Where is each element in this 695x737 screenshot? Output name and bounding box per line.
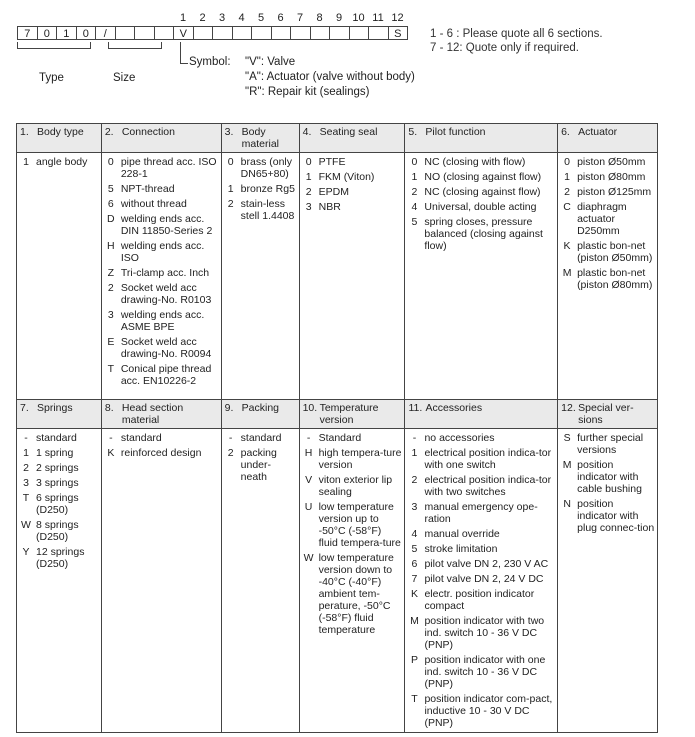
- code-box: S: [388, 26, 409, 40]
- type-label: Type: [39, 72, 64, 84]
- option-code: K: [410, 588, 418, 600]
- option-entry: [407, 216, 555, 252]
- option-entry: [560, 186, 655, 198]
- section-title: Pilot function: [425, 126, 486, 138]
- position-number: 4: [238, 12, 245, 24]
- option-description: NC (closing against flow): [424, 186, 541, 198]
- option-code: 2: [305, 186, 312, 198]
- option-entry: [19, 432, 99, 444]
- option-description: Tri-clamp acc. Inch: [120, 267, 210, 279]
- option-description: viton exterior lip sealing: [318, 474, 393, 498]
- option-entry: [104, 432, 219, 444]
- option-entry: [302, 156, 403, 168]
- option-code: -: [306, 432, 311, 444]
- option-entry: [19, 477, 99, 489]
- code-box: 0: [37, 26, 58, 40]
- option-description: electrical position indica-tor with two switches: [424, 474, 552, 498]
- option-entry: [224, 156, 297, 180]
- section-title: Body material: [241, 126, 280, 150]
- option-entry: [407, 201, 555, 213]
- symbol-actuator: "A": Actuator (valve without body): [245, 71, 415, 83]
- section-options: [101, 429, 221, 733]
- option-code: 0: [227, 156, 234, 168]
- option-code: 1: [564, 171, 570, 183]
- option-description: standard: [240, 432, 282, 444]
- option-entry: [560, 201, 655, 237]
- section-header: [101, 124, 221, 153]
- option-code: W: [21, 519, 31, 531]
- option-description: 6 springs (D250): [36, 492, 79, 516]
- option-entry: [407, 171, 555, 183]
- option-entry: [302, 201, 403, 213]
- section-options: [221, 429, 299, 733]
- section-options: [17, 153, 102, 419]
- option-description: electrical position indica-tor with one switch: [424, 447, 552, 471]
- option-code: 2: [564, 186, 570, 198]
- option-description: position indicator com-pact, inductive 10 - 30 V DC (PNP): [424, 693, 553, 729]
- section-title: Springs: [37, 402, 73, 414]
- option-entry: [407, 474, 555, 498]
- section-options: [405, 429, 558, 733]
- section-title: Seating seal: [319, 126, 378, 138]
- code-box: [232, 26, 253, 40]
- option-description: high tempera-ture version: [318, 447, 402, 471]
- option-entry: [19, 447, 99, 459]
- section-options: [299, 429, 405, 733]
- option-description: manual override: [424, 528, 500, 540]
- option-description: spring closes, pressure balanced (closing against flow): [424, 216, 543, 252]
- option-code: H: [107, 240, 115, 252]
- section-number: 5.: [408, 126, 418, 138]
- option-code: T: [107, 363, 115, 375]
- note-quote-optional: 7 - 12: Quote only if required.: [430, 42, 579, 54]
- option-entry: [224, 447, 297, 483]
- code-box: 0: [76, 26, 97, 40]
- code-box: [349, 26, 370, 40]
- option-description: 1 spring: [36, 447, 74, 459]
- option-code: 1: [23, 447, 29, 459]
- section-options: [558, 153, 658, 419]
- option-description: no accessories: [424, 432, 495, 444]
- position-number: 8: [316, 12, 323, 24]
- section-header: [101, 400, 221, 429]
- option-description: low temperature version up to -50°C (-58°F) fluid tempera-ture: [318, 501, 401, 549]
- option-code: 0: [107, 156, 114, 168]
- section-number: 11.: [408, 402, 423, 414]
- option-code: -: [228, 432, 233, 444]
- symbol-connector-h: [180, 63, 188, 64]
- option-description: position indicator with two ind. switch 10 - 36 V DC (PNP): [424, 615, 545, 651]
- option-description: welding ends acc. ISO: [120, 240, 205, 264]
- option-entry: [104, 447, 219, 459]
- option-entry: [104, 309, 219, 333]
- section-options: [299, 153, 405, 419]
- option-code: Z: [107, 267, 115, 279]
- position-number: 12: [391, 12, 404, 24]
- section-number: 4.: [302, 126, 312, 138]
- position-number: 7: [296, 12, 304, 24]
- option-entry: [560, 171, 655, 183]
- option-entry: [104, 213, 219, 237]
- option-code: H: [304, 447, 313, 459]
- position-number: 6: [277, 12, 284, 24]
- section-header: [405, 124, 558, 153]
- section-header: [17, 400, 102, 429]
- option-code: 2: [107, 282, 114, 294]
- code-box: [310, 26, 331, 40]
- option-entry: [407, 558, 555, 570]
- option-entry: [407, 432, 555, 444]
- option-code: D: [107, 213, 115, 225]
- section-title: Special ver-sions: [578, 402, 634, 426]
- position-number: 5: [257, 12, 265, 24]
- option-code: 3: [23, 477, 29, 489]
- option-entry: [560, 498, 655, 534]
- option-entry: [560, 156, 655, 168]
- option-description: diaphragm actuator D250mm: [577, 201, 627, 237]
- option-entry: [560, 240, 655, 264]
- option-entry: [302, 432, 403, 444]
- option-code: 0: [564, 156, 570, 168]
- option-description: stain-less stell 1.4408: [240, 198, 295, 222]
- option-code: C: [563, 201, 571, 213]
- option-entry: [407, 156, 555, 168]
- code-box: V: [173, 26, 194, 40]
- option-entry: [407, 654, 555, 690]
- option-entry: [407, 588, 555, 612]
- option-description: standard: [120, 432, 162, 444]
- option-code: 6: [107, 198, 114, 210]
- position-number: 9: [335, 12, 343, 24]
- option-code: Y: [22, 546, 30, 558]
- option-description: NO (closing against flow): [424, 171, 542, 183]
- option-entry: [104, 183, 219, 195]
- section-header: [221, 124, 299, 153]
- spec-table-sections-7-12: [16, 399, 658, 733]
- symbol-repair-kit: "R": Repair kit (sealings): [245, 86, 370, 98]
- section-title: Body type: [37, 126, 84, 138]
- size-bracket: [108, 42, 162, 49]
- option-description: Socket weld acc drawing-No. R0094: [120, 336, 212, 360]
- option-code: -: [412, 432, 417, 444]
- option-entry: [19, 519, 99, 543]
- option-code: 1: [411, 171, 418, 183]
- section-options: [558, 429, 658, 733]
- option-description: pipe thread acc. ISO 228-1: [120, 156, 217, 180]
- option-entry: [104, 156, 219, 180]
- section-number: 10.: [302, 402, 318, 414]
- option-description: angle body: [36, 156, 88, 168]
- option-description: 3 springs: [36, 477, 79, 489]
- option-description: EPDM: [318, 186, 349, 198]
- option-entry: [19, 156, 99, 168]
- option-entry: [407, 501, 555, 525]
- option-description: manual emergency ope-ration: [424, 501, 538, 525]
- option-entry: [104, 336, 219, 360]
- option-description: Conical pipe thread acc. EN10226-2: [120, 363, 212, 387]
- option-description: FKM (Viton): [318, 171, 375, 183]
- option-entry: [104, 282, 219, 306]
- section-options: [405, 153, 558, 419]
- option-entry: [302, 552, 403, 636]
- option-entry: [19, 546, 99, 570]
- option-description: plastic bon-net (piston Ø80mm): [577, 267, 653, 291]
- option-code: T: [22, 492, 30, 504]
- option-code: K: [563, 240, 571, 252]
- option-description: welding ends acc. ASME BPE: [120, 309, 205, 333]
- section-header: [299, 124, 405, 153]
- option-code: 0: [305, 156, 312, 168]
- option-description: 2 springs: [36, 462, 79, 474]
- section-number: 1.: [20, 126, 29, 138]
- option-description: Socket weld acc drawing-No. R0103: [120, 282, 212, 306]
- section-number: 2.: [104, 126, 114, 138]
- option-description: piston Ø80mm: [577, 171, 646, 183]
- option-description: position indicator with cable bushing: [577, 459, 642, 495]
- option-code: M: [562, 267, 572, 279]
- option-description: NBR: [318, 201, 341, 213]
- section-number: 8.: [104, 402, 114, 414]
- option-code: U: [304, 501, 313, 513]
- option-description: 12 springs (D250): [36, 546, 85, 570]
- section-header: [17, 124, 102, 153]
- option-entry: [560, 432, 655, 456]
- section-title: Actuator: [578, 126, 618, 138]
- option-description: Standard: [318, 432, 362, 444]
- option-description: welding ends acc. DIN 11850-Series 2: [120, 213, 213, 237]
- option-description: position indicator with one ind. switch 10 - 36 V DC (PNP): [424, 654, 546, 690]
- option-description: piston Ø125mm: [577, 186, 652, 198]
- position-number: 10: [352, 12, 365, 24]
- option-entry: [302, 474, 403, 498]
- option-entry: [19, 462, 99, 474]
- code-box: [271, 26, 292, 40]
- option-description: reinforced design: [120, 447, 202, 459]
- option-entry: [224, 183, 297, 195]
- option-entry: [407, 573, 555, 585]
- option-entry: [104, 240, 219, 264]
- option-code: 2: [411, 186, 418, 198]
- option-description: electr. position indicator compact: [424, 588, 535, 612]
- symbol-connector: [180, 42, 182, 64]
- option-code: -: [24, 432, 28, 444]
- section-title: Head section material: [121, 402, 184, 426]
- option-entry: [407, 447, 555, 471]
- option-entry: [407, 615, 555, 651]
- section-header: [299, 400, 405, 429]
- option-entry: [302, 447, 403, 471]
- option-code: N: [563, 498, 571, 510]
- option-entry: [407, 186, 555, 198]
- option-code: M: [410, 615, 419, 627]
- option-code: V: [305, 474, 313, 486]
- option-code: 1: [227, 183, 234, 195]
- option-entry: [302, 171, 403, 183]
- code-box: [212, 26, 233, 40]
- section-title: Connection: [121, 126, 175, 138]
- option-code: 3: [411, 501, 418, 513]
- type-bracket: [17, 42, 91, 49]
- option-description: piston Ø50mm: [577, 156, 646, 168]
- option-entry: [302, 186, 403, 198]
- code-box: [154, 26, 175, 40]
- option-description: PTFE: [318, 156, 346, 168]
- option-description: position indicator with plug connec-tion: [577, 498, 655, 534]
- option-code: K: [107, 447, 115, 459]
- option-entry: [104, 267, 219, 279]
- section-options: [17, 429, 102, 733]
- code-box: [368, 26, 389, 40]
- option-entry: [407, 693, 555, 729]
- section-options: [101, 153, 221, 419]
- code-box: [193, 26, 214, 40]
- position-number: 11: [372, 12, 384, 24]
- section-number: 6.: [561, 126, 570, 138]
- code-box: [251, 26, 272, 40]
- option-code: 0: [411, 156, 418, 168]
- option-entry: [224, 198, 297, 222]
- option-code: 2: [23, 462, 29, 474]
- section-header: [558, 400, 658, 429]
- option-entry: [224, 432, 297, 444]
- size-label: Size: [113, 72, 136, 84]
- code-box: [290, 26, 311, 40]
- option-description: further special versions: [577, 432, 644, 456]
- option-code: 2: [411, 474, 418, 486]
- option-code: 5: [107, 183, 114, 195]
- option-code: 4: [411, 201, 418, 213]
- option-code: 2: [227, 198, 234, 210]
- note-quote-all: 1 - 6 : Please quote all 6 sections.: [430, 28, 603, 40]
- section-header: [558, 124, 658, 153]
- code-box: /: [95, 26, 116, 40]
- option-description: pilot valve DN 2, 24 V DC: [424, 573, 544, 585]
- symbol-label: Symbol:: [189, 56, 231, 68]
- option-description: NPT-thread: [120, 183, 175, 195]
- option-code: 3: [305, 201, 312, 213]
- option-description: packing under-neath: [240, 447, 277, 483]
- section-title: Accessories: [425, 402, 483, 414]
- code-box: 1: [56, 26, 77, 40]
- section-number: 3.: [224, 126, 234, 138]
- option-code: S: [563, 432, 571, 444]
- position-number: 2: [199, 12, 206, 24]
- section-title: Temperature version: [319, 402, 379, 426]
- section-number: 9.: [224, 402, 234, 414]
- spec-table-sections-1-6: [16, 123, 658, 419]
- option-code: T: [411, 693, 418, 705]
- option-description: low temperature version down to -40°C (-40°F) ambient tem-perature, -50°C (-58°F) fluid temperature: [318, 552, 394, 636]
- option-entry: [302, 501, 403, 549]
- option-description: stroke limitation: [424, 543, 498, 555]
- option-description: pilot valve DN 2, 230 V AC: [424, 558, 549, 570]
- option-code: W: [303, 552, 314, 564]
- option-entry: [104, 198, 219, 210]
- section-number: 12.: [561, 402, 576, 414]
- option-code: 1: [411, 447, 418, 459]
- code-box: 7: [17, 26, 38, 40]
- option-description: standard: [36, 432, 77, 444]
- code-box: [134, 26, 155, 40]
- option-entry: [560, 267, 655, 291]
- section-options: [221, 153, 299, 419]
- section-title: Packing: [241, 402, 280, 414]
- option-code: P: [410, 654, 418, 666]
- option-code: 2: [227, 447, 234, 459]
- position-number: 1: [179, 12, 187, 24]
- option-code: 7: [411, 573, 418, 585]
- section-header: [221, 400, 299, 429]
- option-entry: [104, 363, 219, 387]
- option-code: 5: [411, 216, 418, 228]
- option-code: M: [562, 459, 572, 471]
- option-description: plastic bon-net (piston Ø50mm): [577, 240, 653, 264]
- option-code: 4: [411, 528, 418, 540]
- option-code: -: [109, 432, 113, 444]
- option-description: NC (closing with flow): [424, 156, 526, 168]
- option-code: E: [107, 336, 115, 348]
- option-entry: [560, 459, 655, 495]
- section-number: 7.: [20, 402, 29, 414]
- option-description: 8 springs (D250): [36, 519, 79, 543]
- option-code: 6: [411, 558, 418, 570]
- option-description: without thread: [120, 198, 187, 210]
- option-description: bronze Rg5: [240, 183, 295, 195]
- position-number: 3: [218, 12, 226, 24]
- option-code: 1: [23, 156, 29, 168]
- option-entry: [407, 528, 555, 540]
- option-description: Universal, double acting: [424, 201, 537, 213]
- option-entry: [407, 543, 555, 555]
- option-description: brass (only DN65+80): [240, 156, 293, 180]
- option-code: 1: [305, 171, 312, 183]
- option-entry: [19, 492, 99, 516]
- code-box: [115, 26, 136, 40]
- code-box: [329, 26, 350, 40]
- option-code: 5: [411, 543, 418, 555]
- symbol-valve: "V": Valve: [245, 56, 296, 68]
- section-header: [405, 400, 558, 429]
- option-code: 3: [107, 309, 114, 321]
